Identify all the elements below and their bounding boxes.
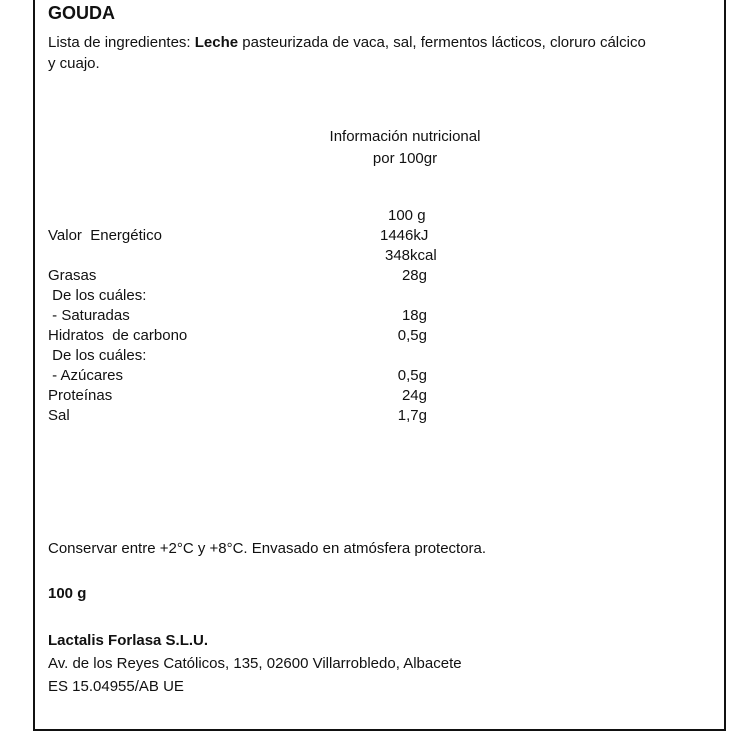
carbs-label: Hidratos de carbono <box>48 327 188 344</box>
energy-label: Valor Energético <box>48 227 162 244</box>
protein-label: Proteínas <box>48 387 113 404</box>
salt-value: 1,7g <box>397 407 427 424</box>
label-border <box>33 0 726 731</box>
sugars-label: - Azúcares <box>48 367 124 384</box>
registry-code: ES 15.04955/AB UE <box>48 678 184 695</box>
nutrition-heading <box>300 126 510 170</box>
fat-label: Grasas <box>48 267 97 284</box>
manufacturer-name: Lactalis Forlasa S.L.U. <box>48 632 209 649</box>
energy-kcal-value: 348kcal <box>385 247 437 264</box>
ingredients-rest: pasteurizada de vaca, sal, fermentos lácticos, cloruro cálcico y cuajo. <box>48 34 646 72</box>
protein-value: 24g <box>401 387 427 404</box>
saturated-value: 18g <box>401 307 427 324</box>
energy-kj-value: 1446kJ <box>380 227 429 244</box>
storage-instructions: Conservar entre +2°C y +8°C. Envasado en atmósfera protectora. <box>48 540 487 557</box>
carbs-value: 0,5g <box>397 327 427 344</box>
carbs-of-which-label: De los cuáles: <box>48 347 147 364</box>
manufacturer-address: Av. de los Reyes Católicos, 135, 02600 Villarrobledo, Albacete <box>48 655 462 672</box>
nutrition-heading-line2: por 100gr <box>372 150 438 167</box>
ingredients-prefix: Lista de ingredientes: <box>48 34 195 51</box>
salt-label: Sal <box>48 407 70 424</box>
net-weight: 100 g <box>48 585 87 602</box>
fat-value: 28g <box>401 267 427 284</box>
fat-of-which-label: De los cuáles: <box>48 287 147 304</box>
sugars-value: 0,5g <box>397 367 427 384</box>
product-title: GOUDA <box>48 3 115 23</box>
nutrition-column-header: 100 g <box>388 207 426 224</box>
ingredients-highlight: Leche <box>194 34 239 51</box>
nutrition-heading-line1: Información nutricional <box>329 128 481 145</box>
ingredients-list <box>48 32 648 74</box>
saturated-label: - Saturadas <box>48 307 130 324</box>
